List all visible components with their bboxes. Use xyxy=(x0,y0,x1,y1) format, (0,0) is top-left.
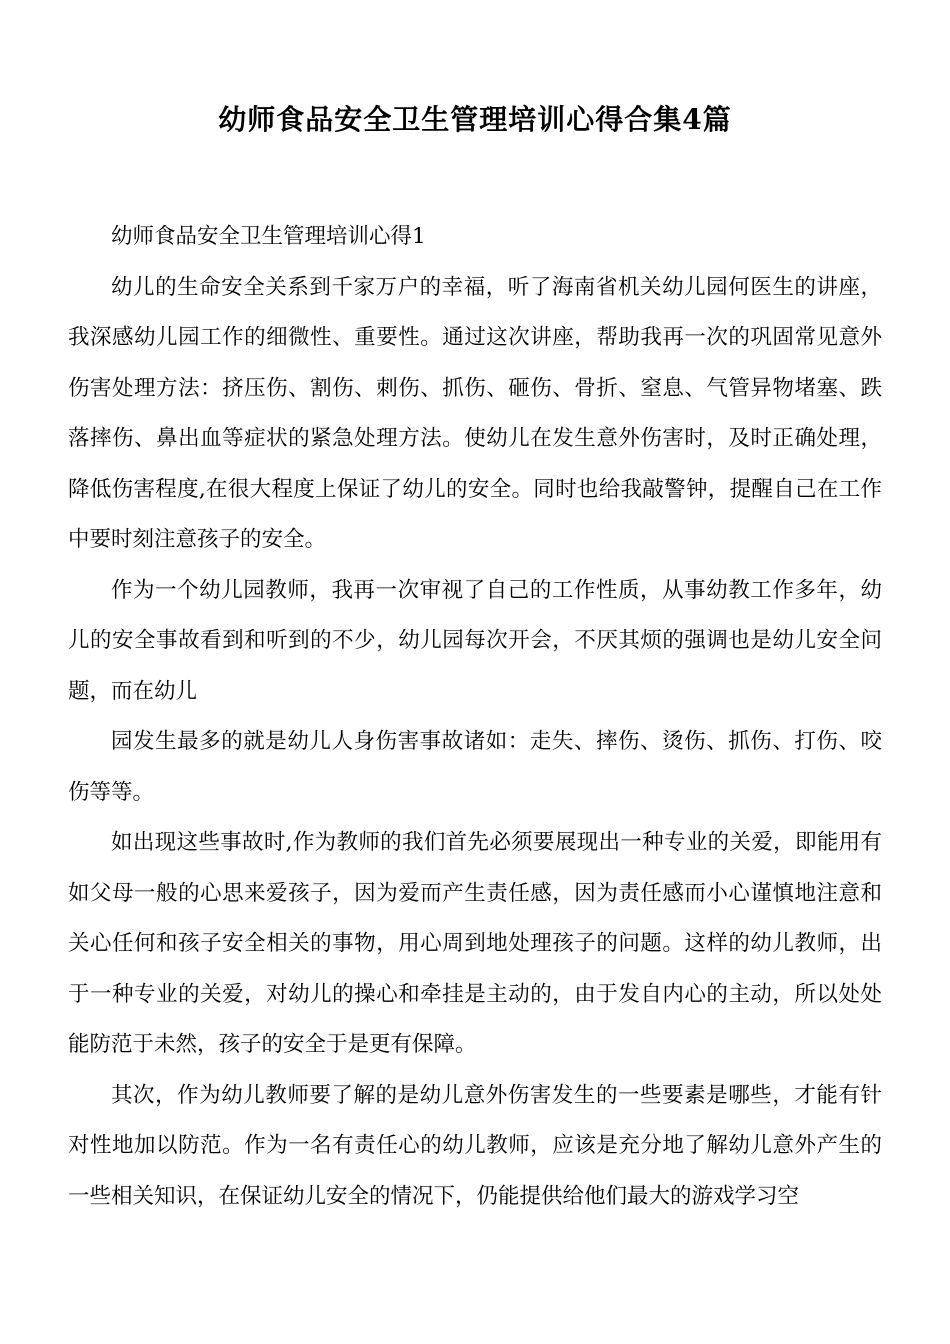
section-heading: 幼师食品安全卫生管理培训心得1 xyxy=(111,224,426,249)
paragraph: 幼儿的生命安全关系到千家万户的幸福，听了海南省机关幼儿园何医生的讲座，我深感幼儿园工作的细微性、重要性。通过这次讲座，帮助我再一次的巩固常见意外伤害处理方法：挤压伤、割伤、刺伤、抓伤、砸伤、骨折、窒息、气管异物堵塞、跌落摔伤、鼻出血等症状的紧急处理方法。使幼儿在发生意外伤害时，及时正确处理，降低伤害程度,在很大程度上保证了幼儿的安全。同时也给我敲警钟，提醒自己在工作中要时刻注意孩子的安全。 xyxy=(68,274,882,552)
document-title: 幼师食品安全卫生管理培训心得合集4篇 xyxy=(218,103,732,136)
paragraph: 园发生最多的就是幼儿人身伤害事故诸如：走失、摔伤、烫伤、抓伤、打伤、咬伤等等。 xyxy=(68,729,882,805)
paragraph: 如出现这些事故时,作为教师的我们首先必须要展现出一种专业的关爱，即能用有如父母一般的心思来爱孩子，因为爱而产生责任感，因为责任感而小心谨慎地注意和关心任何和孩子安全相关的事物，用心周到地处理孩子的问题。这样的幼儿教师，出于一种专业的关爱，对幼儿的操心和牵挂是主动的，由于发自内心的主动，所以处处能防范于未然，孩子的安全于是更有保障。 xyxy=(68,830,882,1057)
paragraph: 作为一个幼儿园教师，我再一次审视了自己的工作性质，从事幼教工作多年，幼儿的安全事故看到和听到的不少，幼儿园每次开会，不厌其烦的强调也是幼儿安全问题，而在幼儿 xyxy=(68,577,882,704)
document-body xyxy=(68,212,882,1222)
paragraph: 其次，作为幼儿教师要了解的是幼儿意外伤害发生的一些要素是哪些，才能有针对性地加以防范。作为一名有责任心的幼儿教师，应该是充分地了解幼儿意外产生的一些相关知识，在保证幼儿安全的情况下，仍能提供给他们最大的游戏学习空 xyxy=(68,1082,882,1209)
